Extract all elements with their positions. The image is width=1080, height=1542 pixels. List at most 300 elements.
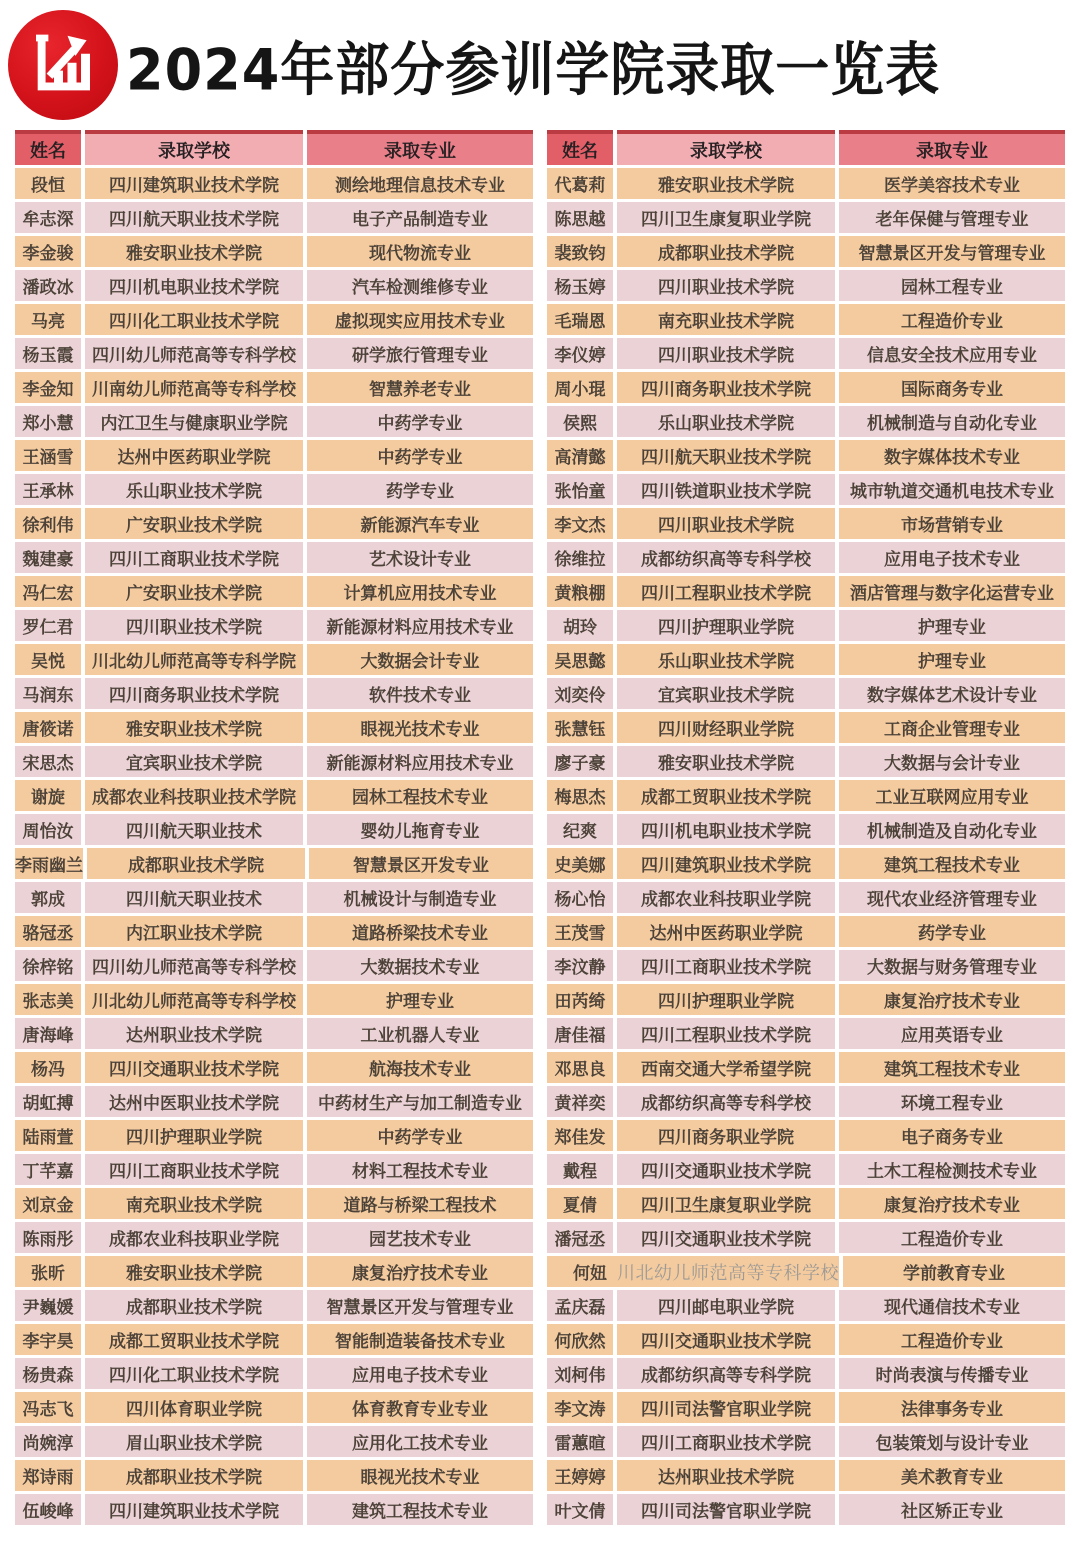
major-cell: 新能源材料应用技术专业 (307, 746, 533, 777)
major-cell: 建筑工程技术专业 (839, 848, 1065, 879)
school-cell: 四川工商职业技术学院 (85, 542, 303, 573)
table-row (547, 1052, 1065, 1083)
school-cell: 四川卫生康复职业学院 (617, 202, 835, 233)
school-cell: 四川建筑职业技术学院 (85, 1494, 303, 1525)
table-row (15, 610, 533, 641)
student-name-cell: 吴悦 (15, 644, 81, 675)
table-row (15, 1324, 533, 1355)
table-row (547, 984, 1065, 1015)
major-cell: 康复治疗技术专业 (839, 984, 1065, 1015)
right-table (547, 130, 1065, 1525)
school-cell: 四川职业技术学院 (617, 508, 835, 539)
student-name-cell: 冯志飞 (15, 1392, 81, 1423)
major-cell: 道路桥梁技术专业 (307, 916, 533, 947)
school-cell: 四川机电职业技术学院 (617, 814, 835, 845)
school-cell: 南充职业技术学院 (617, 304, 835, 335)
table-row (15, 916, 533, 947)
table-row (15, 202, 533, 233)
school-cell: 四川卫生康复职业学院 (617, 1188, 835, 1219)
table-row (547, 1256, 1065, 1287)
column-header-major: 录取专业 (839, 130, 1065, 165)
student-name-cell: 尹巍媛 (15, 1290, 81, 1321)
column-header-major: 录取专业 (307, 130, 533, 165)
school-cell: 四川财经职业学院 (617, 712, 835, 743)
school-cell: 达州职业技术学院 (617, 1460, 835, 1491)
table-row (547, 1426, 1065, 1457)
school-cell: 成都职业技术学院 (87, 848, 305, 879)
table-row (15, 576, 533, 607)
student-name-cell: 梅思杰 (547, 780, 613, 811)
school-cell: 广安职业技术学院 (85, 576, 303, 607)
table-row (547, 1086, 1065, 1117)
table-row (547, 304, 1065, 335)
table-row (547, 1154, 1065, 1185)
student-name-cell: 叶文倩 (547, 1494, 613, 1525)
school-cell: 四川工商职业技术学院 (85, 1154, 303, 1185)
student-name: 何妞 (573, 1264, 607, 1284)
student-name-cell: 张慧钰 (547, 712, 613, 743)
student-name-cell: 李仪婷 (547, 338, 613, 369)
student-name-cell: 史美娜 (547, 848, 613, 879)
major-cell: 软件技术专业 (307, 678, 533, 709)
major-cell: 建筑工程技术专业 (307, 1494, 533, 1525)
school-cell: 四川交通职业技术学院 (617, 1154, 835, 1185)
table-row (547, 882, 1065, 913)
table-row (15, 542, 533, 573)
major-cell: 眼视光技术专业 (307, 1460, 533, 1491)
school-cell: 南充职业技术学院 (85, 1188, 303, 1219)
table-row (15, 746, 533, 777)
school-name-faded: 川北幼儿师范高等专科学校 (617, 1262, 839, 1284)
major-cell: 机械设计与制造专业 (307, 882, 533, 913)
major-cell: 虚拟现实应用技术专业 (307, 304, 533, 335)
major-cell: 大数据与财务管理专业 (839, 950, 1065, 981)
school-cell: 四川航天职业技术学院 (85, 202, 303, 233)
column-header-school: 录取学校 (85, 130, 303, 165)
table-row (15, 1290, 533, 1321)
school-cell: 四川邮电职业学院 (617, 1290, 835, 1321)
major-cell: 数字媒体技术专业 (839, 440, 1065, 471)
major-cell: 应用电子技术专业 (307, 1358, 533, 1389)
student-name-cell: 李文涛 (547, 1392, 613, 1423)
table-row (547, 406, 1065, 437)
student-name-cell: 张怡童 (547, 474, 613, 505)
major-cell: 信息安全技术应用专业 (839, 338, 1065, 369)
student-name-cell: 黄粮棚 (547, 576, 613, 607)
student-name-cell: 毛瑞恩 (547, 304, 613, 335)
major-cell: 园林工程专业 (839, 270, 1065, 301)
school-cell: 成都工贸职业技术学院 (85, 1324, 303, 1355)
major-cell: 体育教育专业专业 (307, 1392, 533, 1423)
page-title: 2024年部分参训学院录取一览表 (126, 35, 941, 103)
table-row (547, 644, 1065, 675)
school-cell: 四川航天职业技术 (85, 814, 303, 845)
table-row (15, 1052, 533, 1083)
student-name-cell: 陈思越 (547, 202, 613, 233)
school-cell: 四川体育职业学院 (85, 1392, 303, 1423)
student-name-cell: 胡虹搏 (15, 1086, 81, 1117)
student-name-cell: 杨玉婷 (547, 270, 613, 301)
table-row (15, 644, 533, 675)
table-row (15, 848, 533, 879)
table-row (547, 746, 1065, 777)
table-row (547, 1494, 1065, 1525)
table-row (547, 576, 1065, 607)
column-header-name: 姓名 (15, 130, 81, 165)
table-row (547, 168, 1065, 199)
student-name-cell: 何欣然 (547, 1324, 613, 1355)
school-cell: 内江卫生与健康职业学院 (85, 406, 303, 437)
student-name-cell: 骆冠丞 (15, 916, 81, 947)
school-cell: 四川交通职业技术学院 (617, 1324, 835, 1355)
table-row (15, 1018, 533, 1049)
major-cell: 婴幼儿拖育专业 (307, 814, 533, 845)
student-name-cell: 罗仁君 (15, 610, 81, 641)
table-row (15, 984, 533, 1015)
major-cell: 大数据技术专业 (307, 950, 533, 981)
table-row (15, 1358, 533, 1389)
table-row (15, 1120, 533, 1151)
major-cell: 园艺技术专业 (307, 1222, 533, 1253)
student-name-cell: 张志美 (15, 984, 81, 1015)
major-cell: 工程造价专业 (839, 1222, 1065, 1253)
rising-bar-chart-icon (27, 29, 99, 101)
table-row (547, 950, 1065, 981)
major-cell: 电子商务专业 (839, 1120, 1065, 1151)
school-cell: 宜宾职业技术学院 (617, 678, 835, 709)
school-cell: 成都纺织高等专科学院 (617, 1358, 835, 1389)
student-name-cell: 唐海峰 (15, 1018, 81, 1049)
table-row (15, 304, 533, 335)
school-cell: 成都职业技术学院 (85, 1290, 303, 1321)
student-name-cell: 陈雨彤 (15, 1222, 81, 1253)
major-cell: 药学专业 (839, 916, 1065, 947)
student-name-cell: 刘柯伟 (547, 1358, 613, 1389)
table-row (15, 1256, 533, 1287)
major-cell: 医学美容技术专业 (839, 168, 1065, 199)
school-cell: 成都纺织高等专科学校 (617, 542, 835, 573)
school-cell: 眉山职业技术学院 (85, 1426, 303, 1457)
table-row (15, 1188, 533, 1219)
school-cell: 四川建筑职业技术学院 (617, 848, 835, 879)
table-row (15, 406, 533, 437)
school-cell: 四川护理职业学院 (85, 1120, 303, 1151)
school-cell: 四川航天职业技术 (85, 882, 303, 913)
student-name-cell: 冯仁宏 (15, 576, 81, 607)
table-row (547, 610, 1065, 641)
major-cell: 法律事务专业 (839, 1392, 1065, 1423)
major-cell: 园林工程技术专业 (307, 780, 533, 811)
right-table-header-row (547, 130, 1065, 165)
major-cell: 中药材生产与加工制造专业 (307, 1086, 533, 1117)
student-name-cell: 杨冯 (15, 1052, 81, 1083)
student-name-cell: 胡玲 (547, 610, 613, 641)
table-row (15, 780, 533, 811)
table-row (15, 1426, 533, 1457)
table-row (547, 678, 1065, 709)
student-name-cell: 孟庆磊 (547, 1290, 613, 1321)
major-cell: 智慧景区开发与管理专业 (307, 1290, 533, 1321)
major-cell: 新能源汽车专业 (307, 508, 533, 539)
student-name-cell: 唐筱诺 (15, 712, 81, 743)
table-row (547, 1392, 1065, 1423)
table-row (15, 712, 533, 743)
student-name-cell: 杨贵森 (15, 1358, 81, 1389)
major-cell: 研学旅行管理专业 (307, 338, 533, 369)
table-row (547, 236, 1065, 267)
left-table (15, 130, 533, 1525)
school-cell: 成都农业科技职业技术学院 (85, 780, 303, 811)
school-cell: 四川铁道职业技术学院 (617, 474, 835, 505)
major-cell: 中药学专业 (307, 440, 533, 471)
school-cell: 达州职业技术学院 (85, 1018, 303, 1049)
student-name-cell: 周小琨 (547, 372, 613, 403)
student-name-cell: 黄祥奕 (547, 1086, 613, 1117)
student-name-cell: 李宇昊 (15, 1324, 81, 1355)
school-cell: 川北幼儿师范高等专科学校 (85, 984, 303, 1015)
student-name-cell: 李汶静 (547, 950, 613, 981)
major-cell: 中药学专业 (307, 1120, 533, 1151)
student-name-cell: 徐维拉 (547, 542, 613, 573)
student-name-cell: 潘冠丞 (547, 1222, 613, 1253)
student-name-cell: 刘奕伶 (547, 678, 613, 709)
major-cell: 工程造价专业 (839, 1324, 1065, 1355)
table-row (547, 1290, 1065, 1321)
table-row (15, 1494, 533, 1525)
major-cell: 药学专业 (307, 474, 533, 505)
major-cell: 数字媒体艺术设计专业 (839, 678, 1065, 709)
table-row (547, 1120, 1065, 1151)
student-name-cell: 张昕 (15, 1256, 81, 1287)
major-cell: 环境工程专业 (839, 1086, 1065, 1117)
student-name-cell: 段恒 (15, 168, 81, 199)
school-cell: 成都职业技术学院 (617, 236, 835, 267)
school-cell: 乐山职业技术学院 (85, 474, 303, 505)
student-name-cell: 郑小慧 (15, 406, 81, 437)
major-cell: 美术教育专业 (839, 1460, 1065, 1491)
table-row (547, 780, 1065, 811)
school-cell: 四川交通职业技术学院 (617, 1222, 835, 1253)
major-cell: 应用电子技术专业 (839, 542, 1065, 573)
student-name-cell: 陆雨萱 (15, 1120, 81, 1151)
table-row (15, 1460, 533, 1491)
student-name-cell: 唐佳福 (547, 1018, 613, 1049)
school-cell: 雅安职业技术学院 (85, 236, 303, 267)
student-name-cell: 郑佳发 (547, 1120, 613, 1151)
school-cell: 川南幼儿师范高等专科学校 (85, 372, 303, 403)
table-row (547, 814, 1065, 845)
table-row (547, 372, 1065, 403)
table-row (547, 848, 1065, 879)
student-name-cell: 廖子豪 (547, 746, 613, 777)
school-cell: 雅安职业技术学院 (617, 746, 835, 777)
major-cell: 应用化工技术专业 (307, 1426, 533, 1457)
table-row (15, 236, 533, 267)
school-cell: 四川商务职业技术学院 (617, 372, 835, 403)
student-name-cell: 纪爽 (547, 814, 613, 845)
school-cell: 四川化工职业技术学院 (85, 1358, 303, 1389)
student-name-cell: 魏建豪 (15, 542, 81, 573)
school-cell: 雅安职业技术学院 (85, 712, 303, 743)
major-cell: 工商企业管理专业 (839, 712, 1065, 743)
school-cell: 四川化工职业技术学院 (85, 304, 303, 335)
student-name-cell: 徐利伟 (15, 508, 81, 539)
student-name-cell: 王承林 (15, 474, 81, 505)
table-row (547, 712, 1065, 743)
table-row (547, 202, 1065, 233)
school-cell: 四川护理职业学院 (617, 610, 835, 641)
table-row (547, 338, 1065, 369)
school-cell: 成都职业技术学院 (85, 1460, 303, 1491)
major-cell: 中药学专业 (307, 406, 533, 437)
table-row (15, 1222, 533, 1253)
student-name-cell: 伍峻峰 (15, 1494, 81, 1525)
school-cell: 成都农业科技职业学院 (617, 882, 835, 913)
major-cell: 机械制造及自动化专业 (839, 814, 1065, 845)
major-cell: 智慧景区开发专业 (309, 848, 533, 879)
student-name-cell: 李金骏 (15, 236, 81, 267)
table-row (547, 508, 1065, 539)
school-cell: 达州中医药职业学院 (85, 440, 303, 471)
school-cell: 达州中医药职业学院 (617, 916, 835, 947)
student-name-cell: 杨心怡 (547, 882, 613, 913)
major-cell: 工程造价专业 (839, 304, 1065, 335)
table-row (15, 1392, 533, 1423)
table-row (547, 1222, 1065, 1253)
student-name-cell: 杨玉霞 (15, 338, 81, 369)
major-cell: 现代物流专业 (307, 236, 533, 267)
table-row (547, 474, 1065, 505)
student-name-cell: 李文杰 (547, 508, 613, 539)
major-cell: 新能源材料应用技术专业 (307, 610, 533, 641)
student-name-cell: 李雨幽兰 (15, 848, 83, 879)
major-cell: 应用英语专业 (839, 1018, 1065, 1049)
table-row (15, 338, 533, 369)
major-cell: 道路与桥梁工程技术 (307, 1188, 533, 1219)
school-cell: 成都农业科技职业学院 (85, 1222, 303, 1253)
school-cell: 成都工贸职业技术学院 (617, 780, 835, 811)
student-name-cell: 徐梓铭 (15, 950, 81, 981)
student-name-cell: 宋思杰 (15, 746, 81, 777)
student-name-cell: 潘政冰 (15, 270, 81, 301)
table-row (15, 474, 533, 505)
major-cell: 智慧景区开发与管理专业 (839, 236, 1065, 267)
major-cell: 社区矫正专业 (839, 1494, 1065, 1525)
student-name-cell: 尚婉淳 (15, 1426, 81, 1457)
school-cell: 四川幼儿师范高等专科学校 (85, 338, 303, 369)
school-cell: 四川职业技术学院 (617, 338, 835, 369)
school-cell: 四川航天职业技术学院 (617, 440, 835, 471)
school-cell: 雅安职业技术学院 (617, 168, 835, 199)
table-row (15, 168, 533, 199)
major-cell: 城市轨道交通机电技术专业 (839, 474, 1065, 505)
student-name-cell: 丁芊嘉 (15, 1154, 81, 1185)
major-cell: 材料工程技术专业 (307, 1154, 533, 1185)
school-cell: 四川工商职业技术学院 (617, 1426, 835, 1457)
student-name-and-faded-school-cell (547, 1256, 839, 1287)
student-name-cell: 雷蕙暄 (547, 1426, 613, 1457)
major-cell: 学前教育专业 (843, 1256, 1065, 1287)
major-cell: 大数据与会计专业 (839, 746, 1065, 777)
student-name-cell: 高清懿 (547, 440, 613, 471)
table-row (547, 1188, 1065, 1219)
major-cell: 现代通信技术专业 (839, 1290, 1065, 1321)
school-cell: 成都纺织高等专科学校 (617, 1086, 835, 1117)
school-cell: 广安职业技术学院 (85, 508, 303, 539)
student-name-cell: 谢旋 (15, 780, 81, 811)
student-name-cell: 刘京金 (15, 1188, 81, 1219)
school-cell: 四川商务职业学院 (617, 1120, 835, 1151)
school-cell: 四川职业技术学院 (85, 610, 303, 641)
major-cell: 智慧养老专业 (307, 372, 533, 403)
school-cell: 四川机电职业技术学院 (85, 270, 303, 301)
table-row (15, 270, 533, 301)
major-cell: 工业机器人专业 (307, 1018, 533, 1049)
column-header-school: 录取学校 (617, 130, 835, 165)
student-name-cell: 马润东 (15, 678, 81, 709)
school-cell: 四川建筑职业技术学院 (85, 168, 303, 199)
major-cell: 现代农业经济管理专业 (839, 882, 1065, 913)
table-row (15, 678, 533, 709)
major-cell: 护理专业 (307, 984, 533, 1015)
major-cell: 护理专业 (839, 644, 1065, 675)
school-cell: 四川工程职业技术学院 (617, 1018, 835, 1049)
major-cell: 大数据会计专业 (307, 644, 533, 675)
major-cell: 智能制造装备技术专业 (307, 1324, 533, 1355)
logo-badge (8, 10, 118, 120)
table-row (547, 1358, 1065, 1389)
table-row (15, 372, 533, 403)
student-name-cell: 吴思懿 (547, 644, 613, 675)
major-cell: 眼视光技术专业 (307, 712, 533, 743)
school-cell: 四川商务职业技术学院 (85, 678, 303, 709)
major-cell: 航海技术专业 (307, 1052, 533, 1083)
major-cell: 时尚表演与传播专业 (839, 1358, 1065, 1389)
major-cell: 测绘地理信息技术专业 (307, 168, 533, 199)
school-cell: 宜宾职业技术学院 (85, 746, 303, 777)
school-cell: 四川职业技术学院 (617, 270, 835, 301)
student-name-cell: 李金知 (15, 372, 81, 403)
student-name-cell: 王涵雪 (15, 440, 81, 471)
major-cell: 康复治疗技术专业 (839, 1188, 1065, 1219)
student-name-cell: 王婷婷 (547, 1460, 613, 1491)
major-cell: 市场营销专业 (839, 508, 1065, 539)
school-cell: 四川司法警官职业学院 (617, 1392, 835, 1423)
column-header-name: 姓名 (547, 130, 613, 165)
table-row (547, 270, 1065, 301)
major-cell: 护理专业 (839, 610, 1065, 641)
table-row (15, 1086, 533, 1117)
major-cell: 机械制造与自动化专业 (839, 406, 1065, 437)
table-row (15, 1154, 533, 1185)
student-name-cell: 马亮 (15, 304, 81, 335)
school-cell: 四川幼儿师范高等专科学校 (85, 950, 303, 981)
major-cell: 包装策划与设计专业 (839, 1426, 1065, 1457)
school-cell: 川北幼儿师范高等专科学院 (85, 644, 303, 675)
major-cell: 电子产品制造专业 (307, 202, 533, 233)
student-name-cell: 王茂雪 (547, 916, 613, 947)
student-name-cell: 邓思良 (547, 1052, 613, 1083)
school-cell: 四川司法警官职业学院 (617, 1494, 835, 1525)
major-cell: 建筑工程技术专业 (839, 1052, 1065, 1083)
table-row (15, 814, 533, 845)
school-cell: 西南交通大学希望学院 (617, 1052, 835, 1083)
major-cell: 计算机应用技术专业 (307, 576, 533, 607)
table-row (547, 1018, 1065, 1049)
table-row (547, 916, 1065, 947)
table-row (547, 542, 1065, 573)
school-cell: 乐山职业技术学院 (617, 406, 835, 437)
